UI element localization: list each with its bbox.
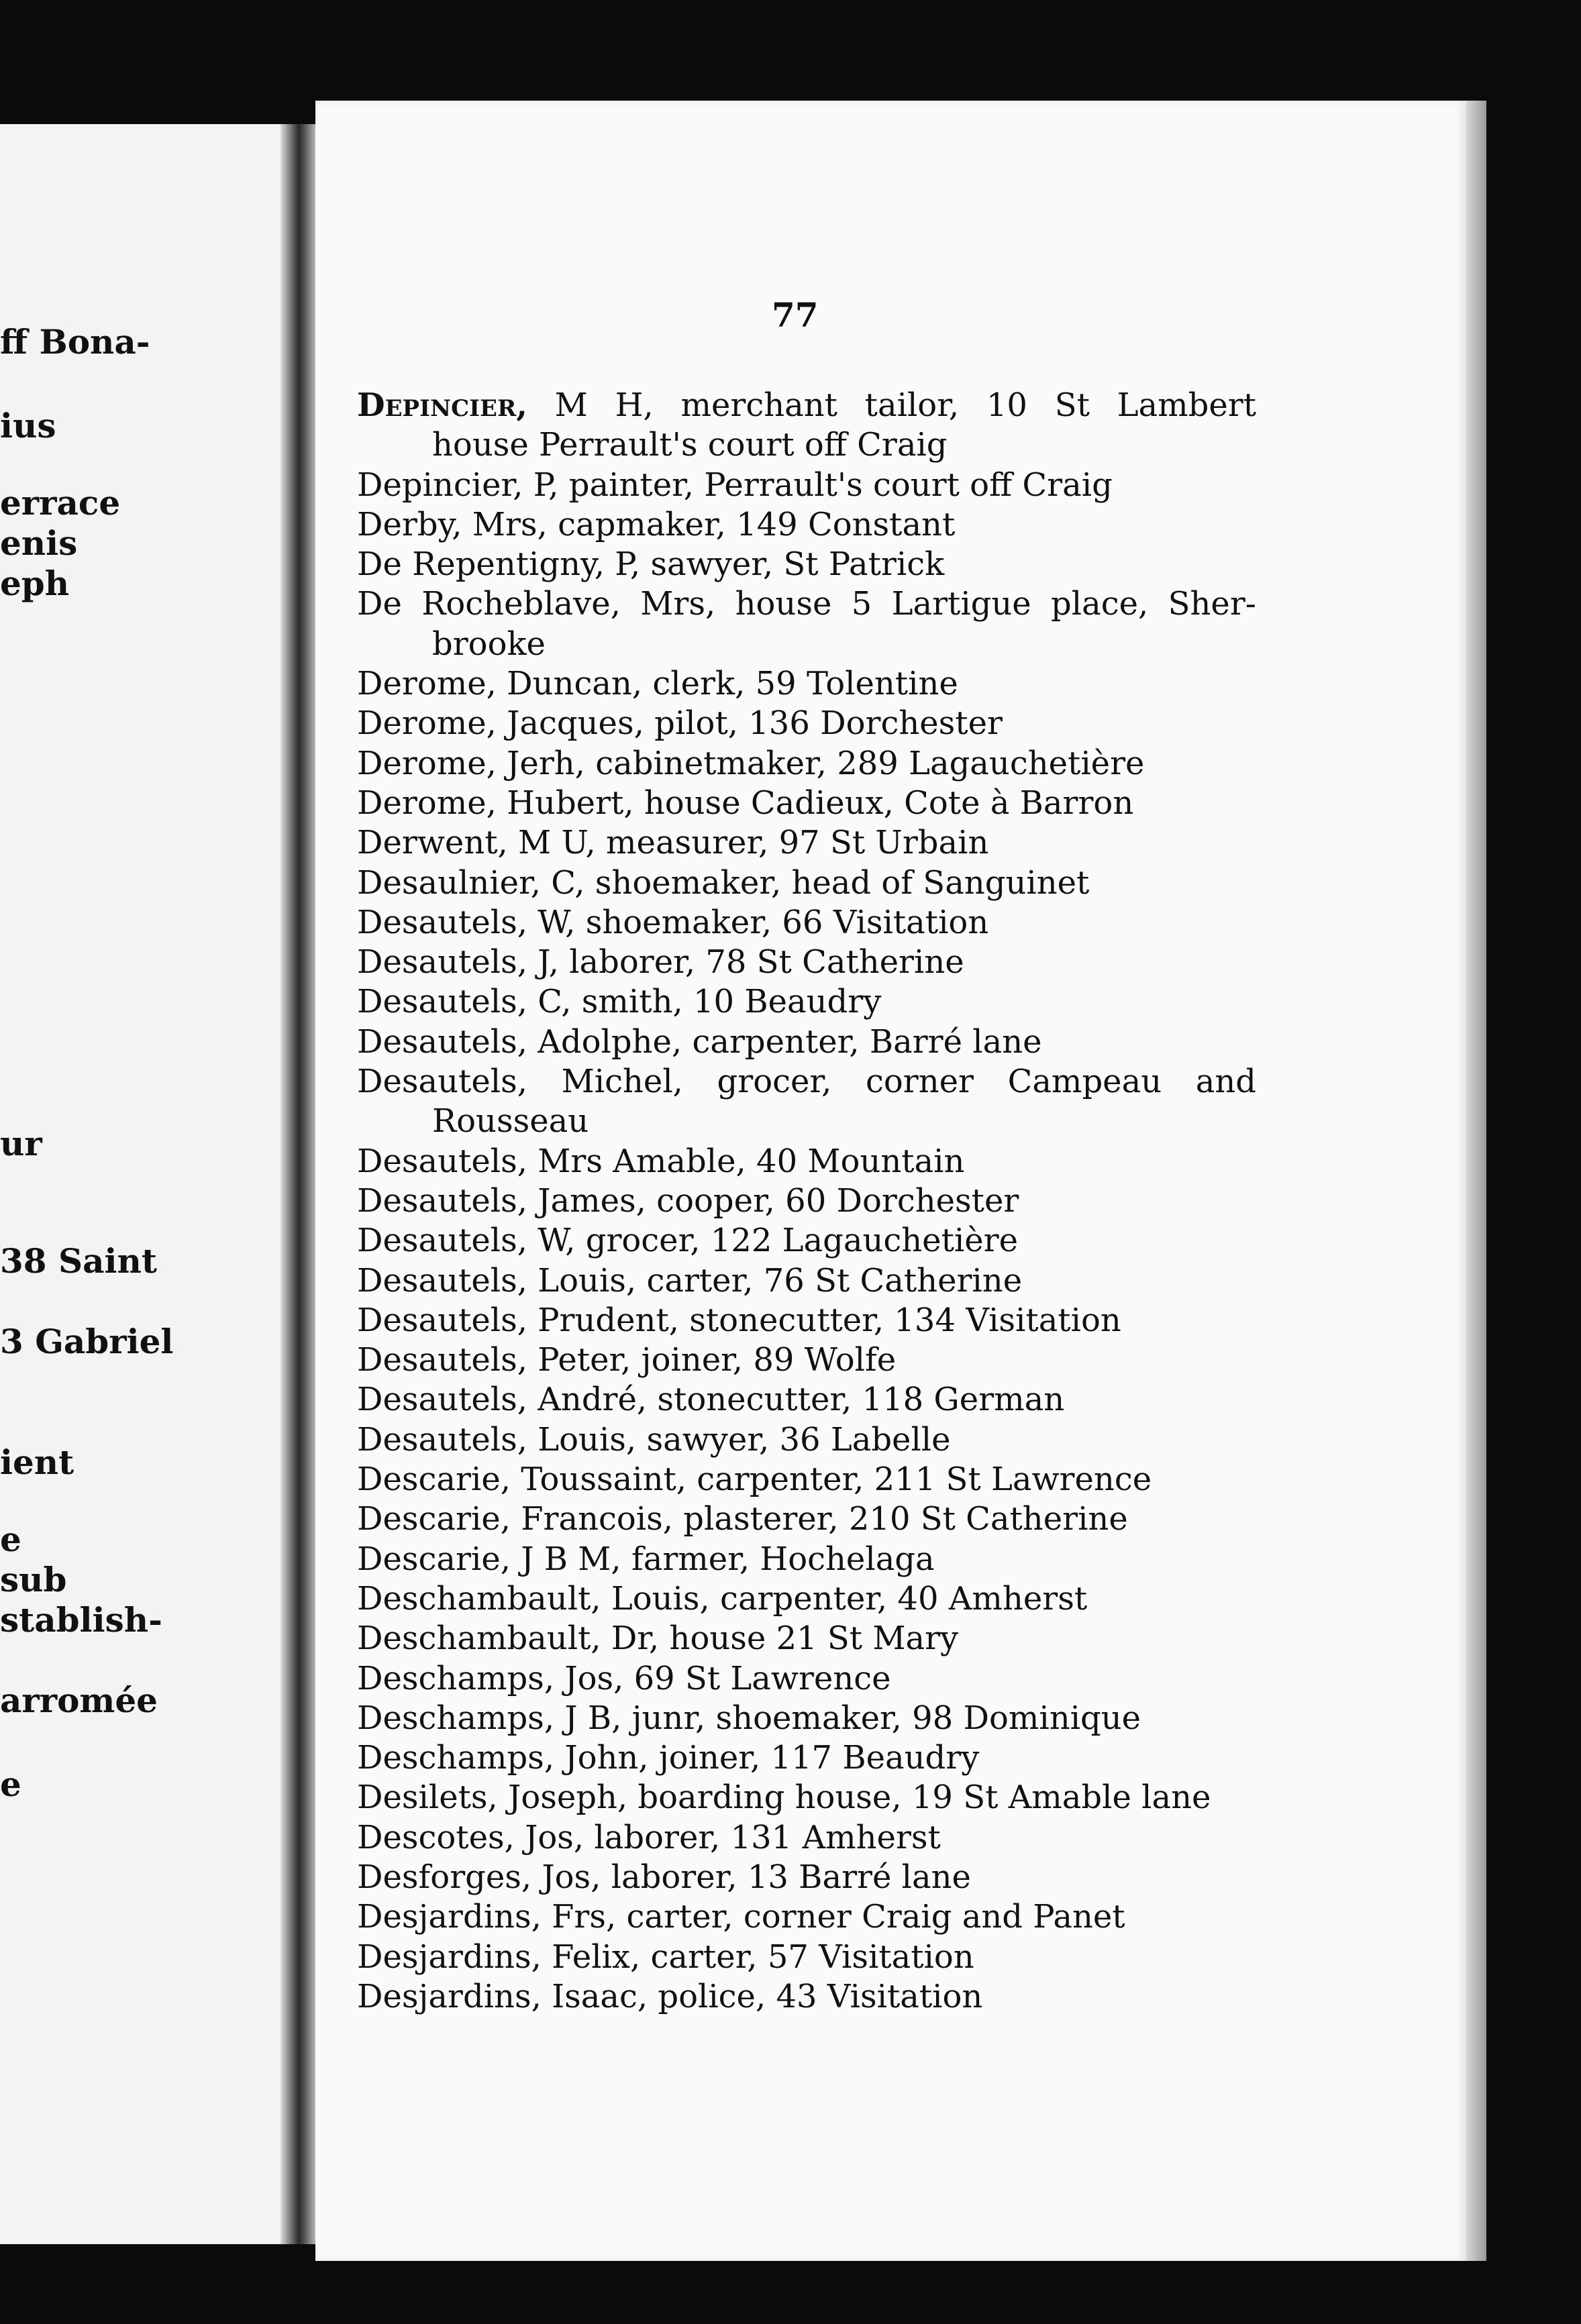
entry-continuation: house Perrault's court off Craig — [432, 426, 948, 464]
directory-entry: Derome, Jerh, cabinetmaker, 289 Lagauchetière — [357, 744, 1145, 782]
directory-entry: Deschambault, Louis, carpenter, 40 Amherst — [357, 1579, 1088, 1618]
left-page-text: ur — [0, 1124, 42, 1163]
left-page-text: e — [0, 1520, 21, 1559]
entry-surname-lead: Depincier, — [357, 386, 527, 424]
left-page-text: ff Bona- — [0, 322, 150, 362]
directory-entry: De Repentigny, P, sawyer, St Patrick — [357, 545, 945, 584]
left-page-text: e — [0, 1764, 21, 1804]
directory-entry: Deschamps, J B, junr, shoemaker, 98 Dominique — [357, 1699, 1141, 1737]
directory-entry: Desautels, W, shoemaker, 66 Visitation — [357, 903, 989, 941]
entry-text: Desautels, Michel, grocer, corner Campeau and — [357, 1063, 1256, 1101]
left-page-text: 38 Saint — [0, 1241, 157, 1281]
left-page-text: arromée — [0, 1681, 158, 1720]
left-page-text: ient — [0, 1442, 74, 1482]
directory-entry: Desautels, André, stonecutter, 118 German — [357, 1381, 1065, 1419]
page-number: 77 — [772, 295, 819, 335]
directory-entry — [357, 1062, 1256, 1142]
directory-entry: Desautels, Adolphe, carpenter, Barré lane — [357, 1022, 1042, 1061]
entry-continuation: brooke — [432, 625, 546, 663]
directory-entry: Descotes, Jos, laborer, 131 Amherst — [357, 1818, 941, 1856]
directory-entry: Desaulnier, C, shoemaker, head of Sanguinet — [357, 863, 1090, 902]
directory-entry: Desautels, J, laborer, 78 St Catherine — [357, 943, 964, 982]
directory-entry: Deschamps, Jos, 69 St Lawrence — [357, 1659, 891, 1697]
directory-entry: Desautels, W, grocer, 122 Lagauchetière — [357, 1222, 1018, 1260]
directory-entry: Desjardins, Isaac, police, 43 Visitation — [357, 1977, 983, 2015]
directory-entry: Derome, Jacques, pilot, 136 Dorchester — [357, 704, 1003, 743]
directory-entry: Derome, Duncan, clerk, 59 Tolentine — [357, 665, 958, 703]
directory-entry: Desjardins, Felix, carter, 57 Visitation — [357, 1938, 974, 1976]
directory-entry: Desautels, Louis, carter, 76 St Catherine — [357, 1261, 1023, 1300]
directory-entry: Desautels, Mrs Amable, 40 Mountain — [357, 1142, 965, 1180]
directory-entry: Descarie, Toussaint, carpenter, 211 St Lawrence — [357, 1461, 1152, 1499]
entry-text: De Rocheblave, Mrs, house 5 Lartigue place, Sher- — [357, 585, 1256, 623]
directory-entry: Derby, Mrs, capmaker, 149 Constant — [357, 505, 956, 543]
left-page-text: ius — [0, 406, 56, 445]
book-gutter — [280, 124, 321, 2244]
left-page-text: 3 Gabriel — [0, 1322, 174, 1361]
directory-entry: Desautels, Prudent, stonecutter, 134 Visitation — [357, 1301, 1121, 1339]
directory-entry: Desautels, Louis, sawyer, 36 Labelle — [357, 1420, 951, 1459]
directory-entry — [357, 584, 1256, 664]
entry-continuation: Rousseau — [432, 1102, 589, 1141]
left-page-text: errace — [0, 483, 121, 523]
directory-entry: Derome, Hubert, house Cadieux, Cote à Barron — [357, 784, 1134, 822]
directory-entry: Deschamps, John, joiner, 117 Beaudry — [357, 1739, 980, 1777]
directory-entry: Desilets, Joseph, boarding house, 19 St Amable lane — [357, 1779, 1211, 1817]
left-page-text: sub — [0, 1560, 67, 1599]
directory-entry: Desautels, James, cooper, 60 Dorchester — [357, 1181, 1019, 1220]
directory-entry: Derwent, M U, measurer, 97 St Urbain — [357, 824, 989, 862]
directory-entries — [357, 386, 1256, 2017]
directory-entry: Desjardins, Frs, carter, corner Craig and Panet — [357, 1898, 1125, 1936]
directory-entry: Descarie, Francois, plasterer, 210 St Catherine — [357, 1500, 1128, 1538]
directory-entry: Descarie, J B M, farmer, Hochelaga — [357, 1540, 935, 1578]
entry-text: M H, merchant tailor, 10 St Lambert — [527, 386, 1256, 424]
directory-entry: Deschambault, Dr, house 21 St Mary — [357, 1620, 959, 1658]
directory-entry: Desautels, Peter, joiner, 89 Wolfe — [357, 1341, 897, 1379]
directory-entry: Depincier, P, painter, Perrault's court off Craig — [357, 466, 1113, 504]
left-page-text: enis — [0, 523, 78, 563]
left-page-text: eph — [0, 564, 70, 603]
directory-entry — [357, 386, 1256, 466]
left-page-text: stablish- — [0, 1600, 162, 1640]
directory-entry: Desforges, Jos, laborer, 13 Barré lane — [357, 1858, 971, 1896]
page-edge — [1466, 101, 1486, 2261]
directory-entry: Desautels, C, smith, 10 Beaudry — [357, 983, 882, 1021]
